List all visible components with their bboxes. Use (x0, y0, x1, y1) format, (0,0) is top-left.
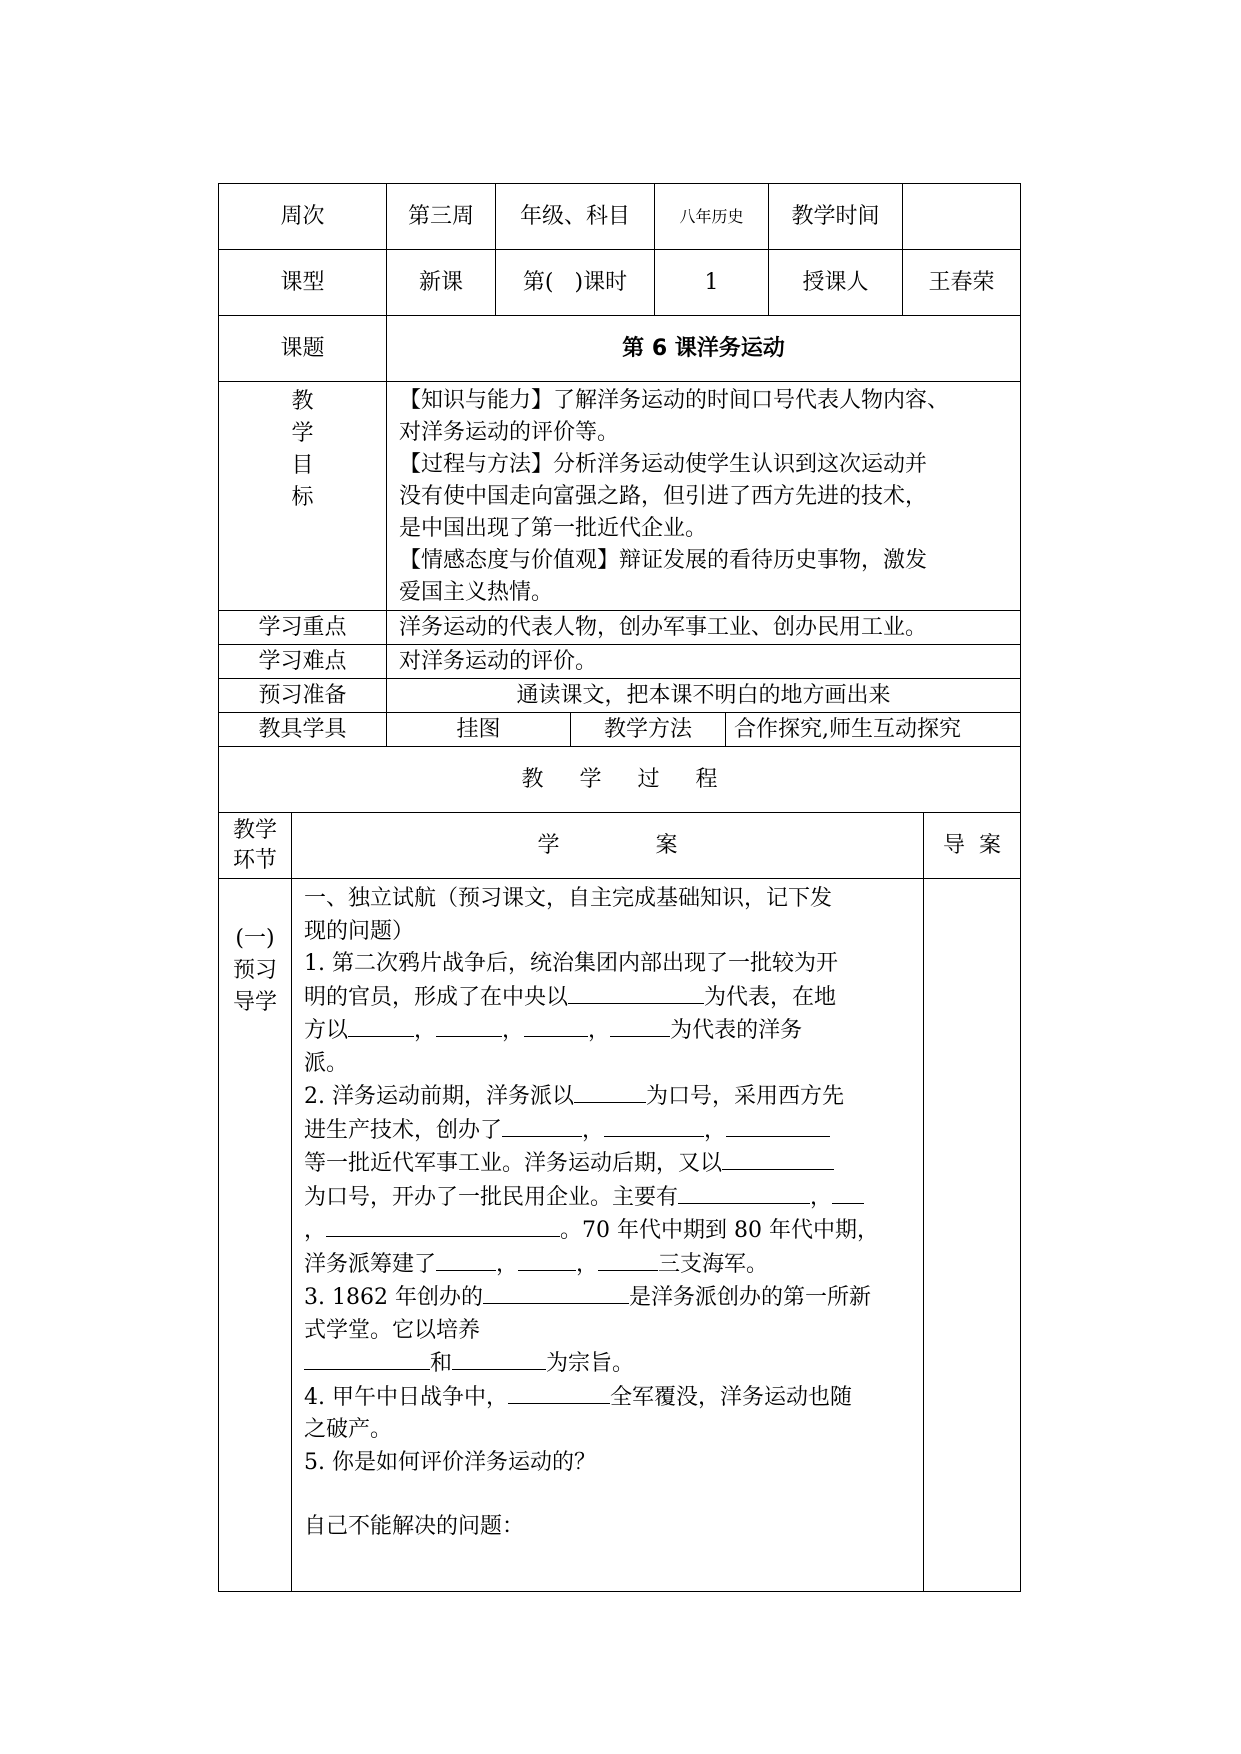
blank-field[interactable] (326, 1214, 560, 1237)
teacher-value: 王春荣 (903, 250, 1021, 316)
period-value: 1 (655, 250, 769, 316)
type-value: 新课 (387, 250, 496, 316)
process-title: 教学过程 (219, 747, 1021, 813)
focus-value: 洋务运动的代表人物，创办军事工业、创办民用工业。 (387, 611, 1021, 645)
week-label: 周次 (219, 184, 387, 250)
type-label: 课型 (219, 250, 387, 316)
lesson-body-table (218, 381, 1021, 1592)
blank-field[interactable] (483, 1281, 629, 1304)
blank-field[interactable] (722, 1147, 834, 1170)
blank-field[interactable] (518, 1248, 576, 1271)
method-value: 合作探究,师生互动探究 (726, 713, 1021, 747)
blank-field[interactable] (598, 1248, 658, 1271)
blank-field[interactable] (568, 981, 704, 1004)
topic-value: 第 6 课洋务运动 (387, 316, 1021, 382)
objectives-text: 【知识与能力】了解洋务运动的时间口号代表人物内容、 对洋务运动的评价等。 【过程与方法】分析洋务运动使学生认识到这次运动并 没有使中国走向富强之路，但引进了西方先进的技术， 是中国出现了第一批近代企业。 【情感态度与价值观】辩证发展的看待历史事物，激发 爱国主义热情。 (387, 382, 1021, 611)
time-value (903, 184, 1021, 250)
objectives-label: 教 学 目 标 (219, 382, 387, 611)
time-label: 教学时间 (769, 184, 903, 250)
blank-field[interactable] (610, 1014, 670, 1037)
blank-field[interactable] (574, 1080, 646, 1103)
blank-field[interactable] (678, 1181, 810, 1204)
study-column-header: 学案 (292, 813, 924, 879)
tools-value: 挂图 (387, 713, 571, 747)
teacher-label: 授课人 (769, 250, 903, 316)
blank-field[interactable] (304, 1347, 430, 1370)
grade-value: 八年历史 (655, 184, 769, 250)
stage-preview-cell: (一) 预习 导学 (219, 879, 292, 1592)
blank-field[interactable] (832, 1181, 864, 1204)
study-plan-content: 一、独立试航（预习课文，自主完成基础知识，记下发 现的问题） 1. 第二次鸦片战争后，统治集团内部出现了一批较为开 明的官员，形成了在中央以 为代表，在地 方以 ， ， ， 为代表的洋务 派。 2. 洋务运动前期，洋务派以 为口号，采用西方先 进生产技术，创办了 ， ， 等一批近代军事工业。洋务运动后期，又以 为口号，开办了一批民用企业。主要有 ， ， 。70 年代中期到 80 年代中期， 洋务派筹建了 ， ， 三支海军。 3. 1862 年创办的 是洋务派创办的第一所新 式学堂。它以培养 和 为宗旨。 4. 甲午中日战争中， 全军覆没，洋务运动也随 之破产。 5. 你是如何评价洋务运动的？ 自己不能解决的问题： (292, 879, 924, 1592)
blank-field[interactable] (502, 1114, 582, 1137)
period-label: 第( )课时 (496, 250, 655, 316)
blank-field[interactable] (436, 1014, 502, 1037)
difficulty-value: 对洋务运动的评价。 (387, 645, 1021, 679)
guide-column-header: 导案 (924, 813, 1021, 879)
tools-label: 教具学具 (219, 713, 387, 747)
preview-value: 通读课文，把本课不明白的地方画出来 (387, 679, 1021, 713)
blank-field[interactable] (452, 1347, 546, 1370)
topic-label: 课题 (219, 316, 387, 382)
week-value: 第三周 (387, 184, 496, 250)
blank-field[interactable] (604, 1114, 704, 1137)
blank-field[interactable] (508, 1381, 610, 1404)
unsolved-questions-label: 自己不能解决的问题： (304, 1514, 525, 1539)
blank-field[interactable] (436, 1248, 496, 1271)
method-label: 教学方法 (571, 713, 726, 747)
blank-field[interactable] (524, 1014, 588, 1037)
guide-plan-content[interactable] (924, 879, 1021, 1592)
grade-label: 年级、科目 (496, 184, 655, 250)
stage-column-header: 教学 环节 (219, 813, 292, 879)
focus-label: 学习重点 (219, 611, 387, 645)
difficulty-label: 学习难点 (219, 645, 387, 679)
blank-field[interactable] (348, 1014, 414, 1037)
blank-field[interactable] (726, 1114, 830, 1137)
lesson-info-table (218, 183, 1021, 382)
preview-label: 预习准备 (219, 679, 387, 713)
